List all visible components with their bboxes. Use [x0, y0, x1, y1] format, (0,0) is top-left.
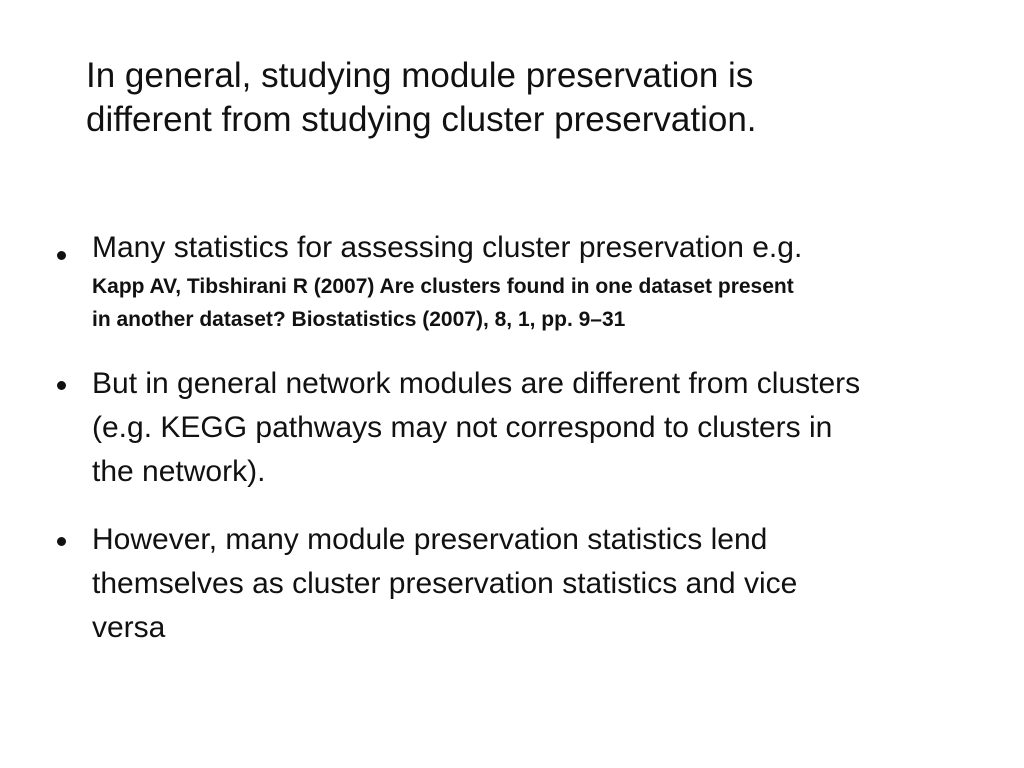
bullet-dot-icon	[57, 381, 66, 390]
reference-line-1: Kapp AV, Tibshirani R (2007) Are clusters found in one dataset present	[92, 275, 794, 298]
bullet-text	[92, 362, 992, 494]
bullet-text	[92, 226, 992, 336]
bullet-line: themselves as cluster preservation statistics and vice	[92, 567, 798, 600]
bullet-line: Many statistics for assessing cluster preservation e.g.	[92, 231, 803, 264]
reference-line-2: in another dataset? Biostatistics (2007), 8, 1, pp. 9–31	[92, 308, 626, 331]
bullet-dot-icon	[57, 251, 66, 260]
slide-title-line-2: different from studying cluster preservation.	[86, 100, 757, 139]
bullet-line: versa	[92, 611, 166, 644]
bullet-line: But in general network modules are different from clusters	[92, 367, 861, 400]
slide-title-line-1: In general, studying module preservation is	[86, 56, 754, 95]
bullet-text	[92, 518, 992, 650]
bullet-dot-icon	[57, 537, 66, 546]
bullet-line: (e.g. KEGG pathways may not correspond to clusters in	[92, 411, 833, 444]
bullet-line: However, many module preservation statistics lend	[92, 523, 768, 556]
bullet-line: the network).	[92, 455, 266, 488]
